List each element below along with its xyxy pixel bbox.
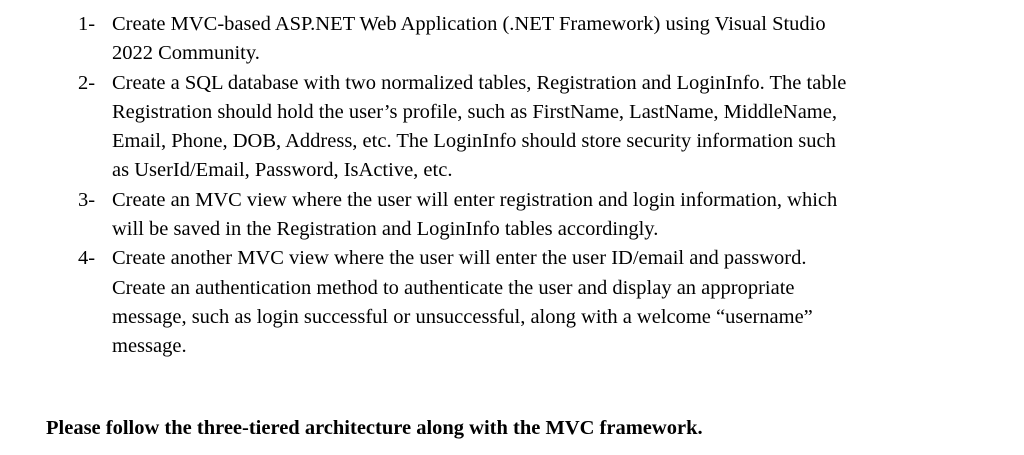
footer-note: Please follow the three-tiered architecture along with the MVC framework. <box>46 416 703 439</box>
instruction-list <box>78 10 978 362</box>
item-number: 4- <box>78 247 96 270</box>
item-text <box>112 10 978 69</box>
item-line: Create another MVC view where the user will enter the user ID/email and password. <box>112 247 807 270</box>
item-text <box>112 186 978 245</box>
item-number: 1- <box>78 13 96 35</box>
item-number: 2- <box>78 71 96 94</box>
item-line: Create an authentication method to authenticate the user and display an appropriate <box>112 276 795 299</box>
list-item <box>78 244 978 361</box>
item-text <box>112 69 978 186</box>
item-line: Registration should hold the user’s profile, such as FirstName, LastName, MiddleName, <box>112 100 837 123</box>
item-line: message, such as login successful or unsuccessful, along with a welcome “username” <box>112 305 813 328</box>
item-line: Create an MVC view where the user will enter registration and login information, which <box>112 188 838 211</box>
item-line: Create MVC-based ASP.NET Web Application (.NET Framework) using Visual Studio <box>112 13 826 35</box>
list-item <box>78 10 978 69</box>
list-item <box>78 69 978 186</box>
item-line: as UserId/Email, Password, IsActive, etc. <box>112 159 453 182</box>
item-line: 2022 Community. <box>112 42 260 65</box>
item-text <box>112 244 978 361</box>
item-line: Create a SQL database with two normalized tables, Registration and LoginInfo. The table <box>112 71 847 94</box>
item-line: message. <box>112 335 187 358</box>
item-line: will be saved in the Registration and LoginInfo tables accordingly. <box>112 218 659 241</box>
item-line: Email, Phone, DOB, Address, etc. The LoginInfo should store security information such <box>112 130 836 153</box>
list-item <box>78 186 978 245</box>
item-number: 3- <box>78 188 96 211</box>
